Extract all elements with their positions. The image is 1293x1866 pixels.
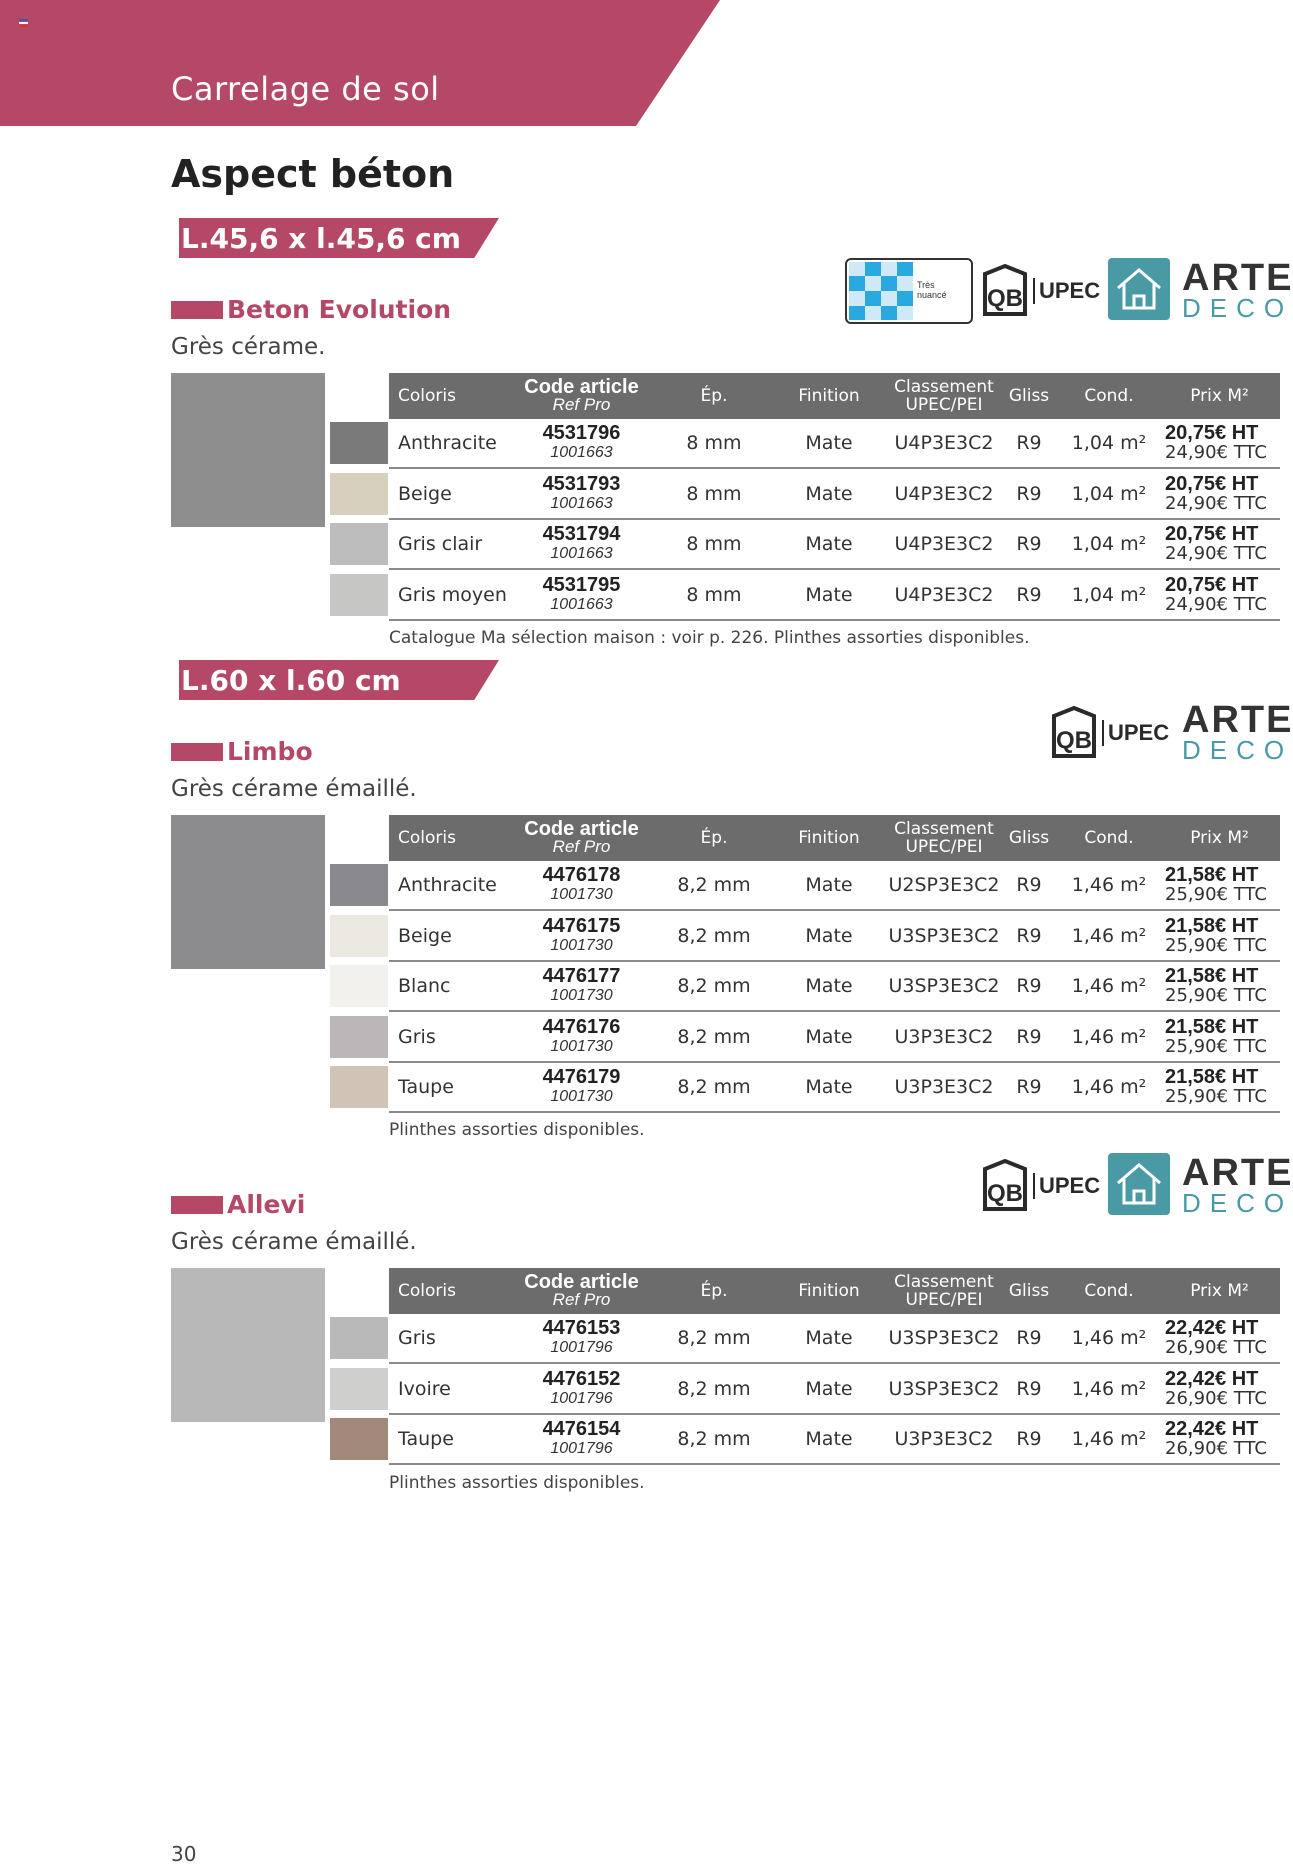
cell-cond: 1,04 m²: [1071, 432, 1147, 454]
cell-classement: U4P3E3C2: [894, 432, 994, 454]
upec-label: UPEC: [1033, 1173, 1100, 1199]
color-swatch: [330, 1016, 388, 1058]
cell-finition: Mate: [805, 432, 853, 454]
cell-classement: U3P3E3C2: [894, 1076, 994, 1098]
svg-text:QB: QB: [987, 285, 1023, 312]
cell-classement: U4P3E3C2: [894, 482, 994, 505]
cell-coloris: Blanc: [398, 975, 451, 997]
cell-coloris: Gris: [398, 1025, 436, 1048]
cell-code: 4476154 1001796: [542, 1418, 621, 1457]
qb-upec-logo: [1052, 704, 1170, 760]
col-classement: Classement UPEC/PEI: [894, 1272, 994, 1310]
table-row: [389, 419, 1280, 469]
cell-ep: 8,2 mm: [677, 874, 751, 896]
house-icon: [1108, 258, 1170, 320]
color-swatch: [330, 574, 388, 616]
cell-classement: U2SP3E3C2: [888, 874, 1000, 896]
cell-coloris: Taupe: [398, 1428, 454, 1450]
checker-icon: [849, 262, 913, 320]
arte-deco-house-logo: [1108, 1153, 1170, 1215]
cell-finition: Mate: [805, 482, 853, 505]
arte-label: ARTE: [1182, 1152, 1293, 1194]
table-row: [389, 1365, 1280, 1415]
cell-coloris: Taupe: [398, 1076, 454, 1098]
cell-finition: Mate: [805, 975, 853, 997]
col-coloris: Coloris: [398, 828, 456, 848]
cell-cond: 1,46 m²: [1071, 975, 1147, 997]
qb-upec-logo: [983, 1157, 1101, 1213]
arte-deco-logo: [1182, 1152, 1293, 1218]
page-number: 30: [171, 1842, 197, 1866]
cell-gliss: R9: [1016, 583, 1042, 606]
table-row: [389, 520, 1280, 570]
nuance-label: Très: [917, 280, 935, 290]
col-finition: Finition: [798, 828, 860, 848]
table-row: [389, 912, 1280, 962]
qb-upec-logo: [983, 262, 1101, 318]
cell-gliss: R9: [1016, 1428, 1042, 1450]
cell-ep: 8,2 mm: [677, 1377, 751, 1400]
cell-gliss: R9: [1016, 533, 1042, 555]
col-ep: Ép.: [700, 386, 728, 406]
cell-code: 4531796 1001663: [542, 422, 621, 461]
flag-icon: [19, 19, 28, 26]
cell-code: 4476152 1001796: [542, 1367, 621, 1407]
cell-coloris: Gris: [398, 1327, 436, 1349]
table-header: [389, 1268, 1280, 1314]
color-swatch: [330, 422, 388, 464]
color-swatch: [330, 1317, 388, 1359]
cell-code: 4476179 1001730: [542, 1066, 621, 1105]
cell-gliss: R9: [1016, 1025, 1042, 1048]
cell-code: 4531793 1001663: [542, 472, 621, 512]
cell-classement: U3SP3E3C2: [888, 1377, 1000, 1400]
cell-code: 4476153 1001796: [542, 1317, 621, 1356]
cell-finition: Mate: [805, 533, 853, 555]
upec-label: UPEC: [1102, 720, 1169, 746]
product-material: Grès cérame.: [171, 334, 326, 360]
color-swatch: [330, 1066, 388, 1108]
cell-coloris: Anthracite: [398, 874, 497, 896]
col-ep: Ép.: [700, 1281, 728, 1301]
product-mark: [171, 1196, 223, 1214]
color-swatch: [330, 473, 388, 515]
cell-prix: 21,58€ HT 25,90€ TTC: [1165, 1066, 1267, 1107]
color-swatch: [330, 1368, 388, 1410]
section-title: Aspect béton: [171, 152, 455, 196]
cell-classement: U3SP3E3C2: [888, 924, 1000, 947]
col-gliss: Gliss: [1008, 828, 1050, 848]
product-mark: [171, 743, 223, 761]
col-code: Code article Ref Pro: [524, 818, 639, 856]
deco-label: DECO: [1182, 735, 1293, 765]
col-code: Code article Ref Pro: [524, 1271, 639, 1309]
cell-classement: U4P3E3C2: [894, 583, 994, 606]
cell-classement: U3SP3E3C2: [888, 975, 1000, 997]
col-gliss: Gliss: [1008, 1281, 1050, 1301]
cell-prix: 20,75€ HT 24,90€ TTC: [1165, 523, 1267, 564]
cell-code: 4531795 1001663: [542, 573, 621, 613]
col-coloris: Coloris: [398, 386, 456, 406]
table-row: [389, 1314, 1280, 1364]
cell-code: 4476177 1001730: [542, 965, 621, 1004]
table-header: [389, 815, 1280, 861]
cell-coloris: Beige: [398, 482, 452, 505]
cell-ep: 8,2 mm: [677, 1076, 751, 1098]
cell-ep: 8,2 mm: [677, 975, 751, 997]
cell-finition: Mate: [805, 1076, 853, 1098]
cell-code: 4476176 1001730: [542, 1015, 621, 1055]
house-icon: [1108, 1153, 1170, 1215]
col-finition: Finition: [798, 1281, 860, 1301]
cell-classement: U4P3E3C2: [894, 533, 994, 555]
table-row: [389, 861, 1280, 911]
size-label: L.60 x l.60 cm: [181, 664, 401, 697]
table-row: [389, 1415, 1280, 1465]
cell-code: 4476178 1001730: [542, 864, 621, 903]
cell-ep: 8,2 mm: [677, 1327, 751, 1349]
table-row: [389, 962, 1280, 1012]
cell-gliss: R9: [1016, 1076, 1042, 1098]
color-swatch: [330, 523, 388, 565]
table-row: [389, 470, 1280, 520]
table-row: [389, 1063, 1280, 1113]
cell-finition: Mate: [805, 1428, 853, 1450]
cell-gliss: R9: [1016, 1327, 1042, 1349]
cell-code: 4476175 1001730: [542, 914, 621, 954]
tres-nuance-logo: [845, 258, 973, 324]
col-code: Code article Ref Pro: [524, 376, 639, 414]
cell-finition: Mate: [805, 874, 853, 896]
cell-finition: Mate: [805, 583, 853, 606]
cell-ep: 8,2 mm: [677, 924, 751, 947]
qb-icon: [983, 1159, 1027, 1211]
cell-cond: 1,46 m²: [1071, 924, 1147, 947]
col-prix: Prix M²: [1190, 1281, 1249, 1301]
cell-coloris: Gris clair: [398, 533, 483, 555]
cell-prix: 20,75€ HT 24,90€ TTC: [1165, 573, 1267, 615]
cell-ep: 8,2 mm: [677, 1428, 751, 1450]
product-material: Grès cérame émaillé.: [171, 776, 417, 802]
cell-classement: U3SP3E3C2: [888, 1327, 1000, 1349]
cell-prix: 22,42€ HT 26,90€ TTC: [1165, 1367, 1267, 1409]
cell-cond: 1,04 m²: [1071, 482, 1147, 505]
cell-prix: 22,42€ HT 26,90€ TTC: [1165, 1317, 1267, 1358]
product-name: Allevi: [227, 1190, 306, 1219]
cell-gliss: R9: [1016, 1377, 1042, 1400]
arte-deco-house-logo: [1108, 258, 1170, 320]
cell-ep: 8 mm: [686, 583, 742, 606]
cell-cond: 1,04 m²: [1071, 583, 1147, 606]
cell-cond: 1,04 m²: [1071, 533, 1147, 555]
product-name: Beton Evolution: [227, 295, 452, 324]
size-label: L.45,6 x l.45,6 cm: [181, 222, 461, 255]
color-swatch: [330, 915, 388, 957]
cell-cond: 1,46 m²: [1071, 1377, 1147, 1400]
cell-prix: 21,58€ HT 25,90€ TTC: [1165, 1015, 1267, 1057]
cell-prix: 22,42€ HT 26,90€ TTC: [1165, 1418, 1267, 1459]
cell-finition: Mate: [805, 924, 853, 947]
col-finition: Finition: [798, 386, 860, 406]
arte-deco-logo: [1182, 257, 1293, 323]
cell-classement: U3P3E3C2: [894, 1428, 994, 1450]
table-header: [389, 373, 1280, 419]
col-gliss: Gliss: [1008, 386, 1050, 406]
cell-ep: 8,2 mm: [677, 1025, 751, 1048]
col-cond: Cond.: [1084, 1281, 1134, 1301]
cell-gliss: R9: [1016, 482, 1042, 505]
cell-code: 4531794 1001663: [542, 523, 621, 562]
color-swatch: [330, 864, 388, 906]
cell-classement: U3P3E3C2: [894, 1025, 994, 1048]
table-row: [389, 571, 1280, 621]
cell-prix: 21,58€ HT 25,90€ TTC: [1165, 965, 1267, 1006]
cell-prix: 20,75€ HT 24,90€ TTC: [1165, 472, 1267, 514]
col-coloris: Coloris: [398, 1281, 456, 1301]
product-mark: [171, 301, 223, 319]
cell-gliss: R9: [1016, 924, 1042, 947]
col-prix: Prix M²: [1190, 386, 1249, 406]
cell-cond: 1,46 m²: [1071, 1428, 1147, 1450]
arte-deco-logo: [1182, 699, 1293, 765]
cell-ep: 8 mm: [686, 432, 742, 454]
svg-text:QB: QB: [1056, 727, 1092, 754]
product-swatch: [171, 1268, 325, 1422]
svg-text:QB: QB: [987, 1180, 1023, 1207]
cell-ep: 8 mm: [686, 533, 742, 555]
col-ep: Ép.: [700, 828, 728, 848]
cell-prix: 20,75€ HT 24,90€ TTC: [1165, 422, 1267, 463]
cell-gliss: R9: [1016, 874, 1042, 896]
product-name: Limbo: [227, 737, 313, 766]
cell-finition: Mate: [805, 1025, 853, 1048]
nuance-label: nuancé: [917, 290, 947, 300]
deco-label: DECO: [1182, 1188, 1293, 1218]
cell-prix: 21,58€ HT 25,90€ TTC: [1165, 864, 1267, 905]
color-swatch: [330, 1418, 388, 1460]
product-swatch: [171, 815, 325, 969]
cell-cond: 1,46 m²: [1071, 1327, 1147, 1349]
color-swatch: [330, 965, 388, 1007]
cell-coloris: Beige: [398, 924, 452, 947]
qb-icon: [1052, 706, 1096, 758]
cell-gliss: R9: [1016, 975, 1042, 997]
product-note: Plinthes assorties disponibles.: [389, 1473, 645, 1493]
product-material: Grès cérame émaillé.: [171, 1229, 417, 1255]
col-cond: Cond.: [1084, 828, 1134, 848]
cell-coloris: Ivoire: [398, 1377, 451, 1400]
product-note: Catalogue Ma sélection maison : voir p. 226. Plinthes assorties disponibles.: [389, 628, 1030, 648]
product-note: Plinthes assorties disponibles.: [389, 1120, 645, 1140]
upec-label: UPEC: [1033, 278, 1100, 304]
header-title: Carrelage de sol: [171, 70, 440, 108]
cell-cond: 1,46 m²: [1071, 874, 1147, 896]
cell-coloris: Anthracite: [398, 432, 497, 454]
arte-label: ARTE: [1182, 699, 1293, 741]
arte-label: ARTE: [1182, 257, 1293, 299]
cell-cond: 1,46 m²: [1071, 1076, 1147, 1098]
col-prix: Prix M²: [1190, 828, 1249, 848]
table-row: [389, 1013, 1280, 1063]
cell-finition: Mate: [805, 1327, 853, 1349]
cell-prix: 21,58€ HT 25,90€ TTC: [1165, 914, 1267, 956]
product-swatch: [171, 373, 325, 527]
cell-finition: Mate: [805, 1377, 853, 1400]
col-classement: Classement UPEC/PEI: [894, 377, 994, 415]
col-classement: Classement UPEC/PEI: [894, 819, 994, 857]
cell-gliss: R9: [1016, 432, 1042, 454]
deco-label: DECO: [1182, 293, 1293, 323]
col-cond: Cond.: [1084, 386, 1134, 406]
cell-ep: 8 mm: [686, 482, 742, 505]
cell-cond: 1,46 m²: [1071, 1025, 1147, 1048]
qb-icon: [983, 264, 1027, 316]
cell-coloris: Gris moyen: [398, 583, 507, 606]
